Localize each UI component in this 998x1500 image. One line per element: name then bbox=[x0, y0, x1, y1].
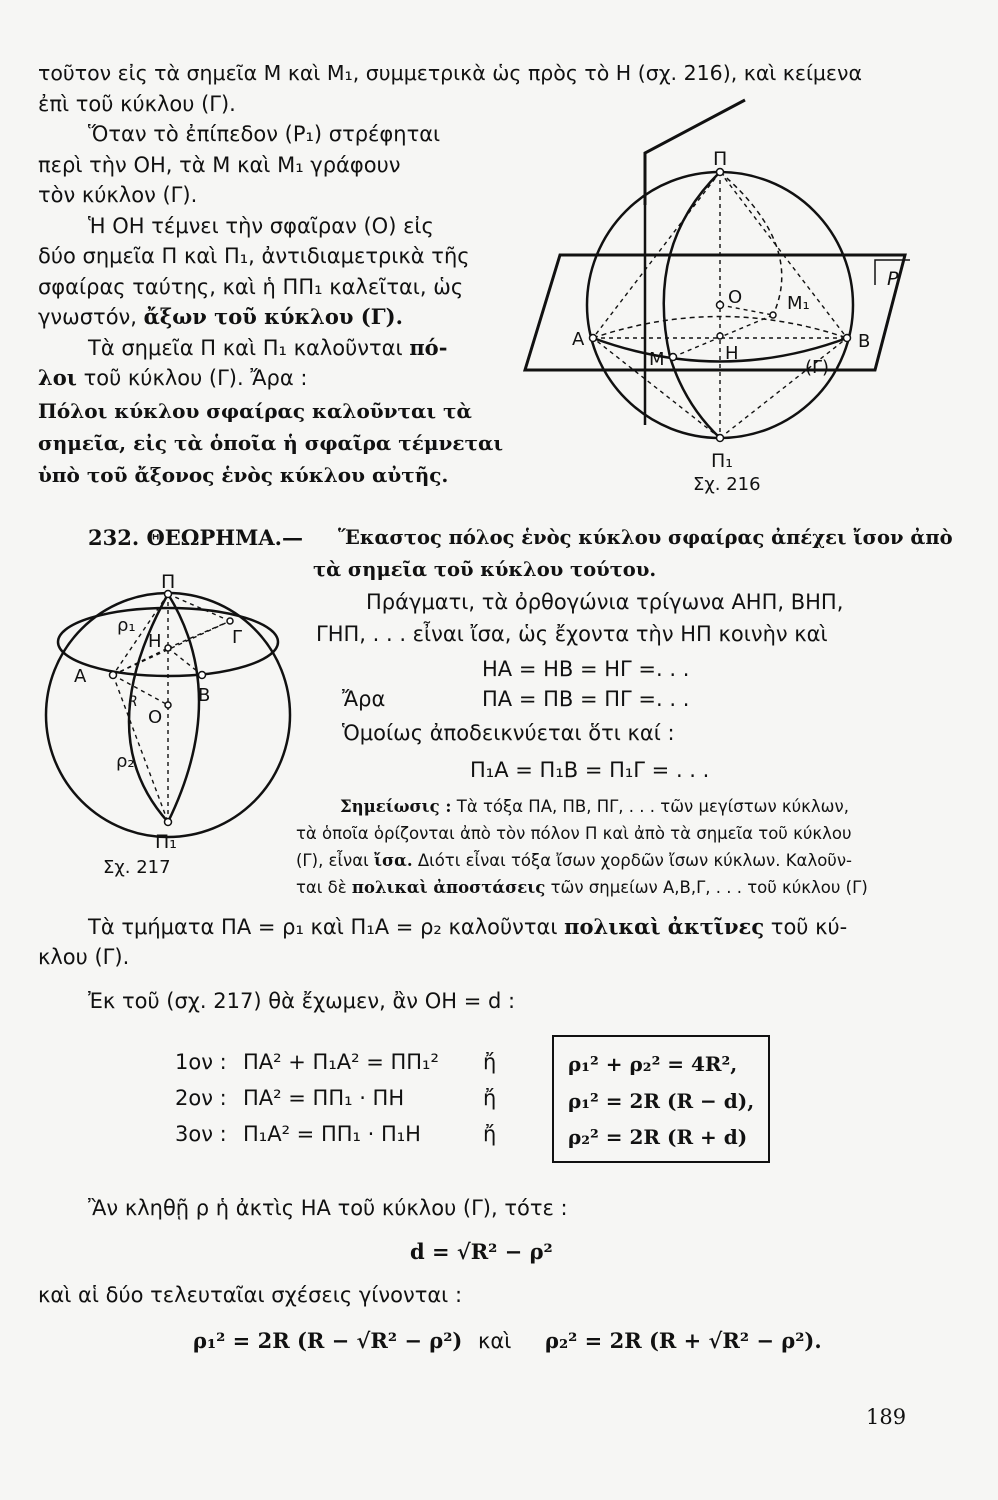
point-o bbox=[717, 302, 724, 309]
equation: ΗΑ = ΗΒ = ΗΓ =. . . bbox=[482, 657, 690, 681]
label-m: Μ bbox=[649, 349, 665, 370]
point-h bbox=[165, 645, 171, 651]
text-line: καὶ bbox=[478, 1329, 512, 1353]
final-equation: ρ₁² = 2R (R − √R² − ρ²) bbox=[193, 1328, 463, 1353]
point-g bbox=[227, 618, 233, 624]
note-line: τὰ ὁποῖα ὁρίζονται ἀπὸ τὸν πόλον Π καὶ ἀπὸ τὰ σημεῖα τοῦ κύκλου bbox=[296, 824, 852, 843]
bold-term: λοι bbox=[38, 365, 77, 390]
text-line: Ἂν κληθῇ ρ ἡ ἀκτὶς ΗΑ τοῦ κύκλου (Γ), τότε : bbox=[88, 1196, 568, 1220]
page-number: 189 bbox=[866, 1405, 907, 1429]
label-a: Α bbox=[74, 666, 87, 687]
segment-hg bbox=[168, 621, 230, 648]
text-line: τὸν κύκλον (Γ). bbox=[38, 183, 198, 207]
relation: ΠΑ² + Π₁Α² = ΠΠ₁² bbox=[243, 1050, 439, 1074]
or-word: ἤ bbox=[483, 1086, 497, 1110]
meridian-arc bbox=[664, 172, 720, 438]
relation: ΠΑ² = ΠΠ₁ · ΠΗ bbox=[243, 1086, 405, 1110]
boxed-equation: ρ₁² + ρ₂² = 4R², bbox=[568, 1052, 738, 1076]
bold-term: πό- bbox=[409, 335, 448, 360]
label-p: Π bbox=[161, 571, 176, 593]
text-line: σφαίρας ταύτης, καὶ ἡ ΠΠ₁ καλεῖται, ὡς bbox=[38, 275, 464, 299]
point-p1 bbox=[165, 819, 172, 826]
equation: ΠΑ = ΠΒ = ΠΓ =. . . bbox=[482, 687, 690, 711]
text-line: ΓΗΠ, . . . εἶναι ἴσα, ὡς ἔχοντα τὴν ΗΠ κοινὴν καὶ bbox=[316, 622, 828, 646]
figure-caption: Σχ. 216 bbox=[693, 474, 761, 495]
or-word: ἤ bbox=[483, 1122, 497, 1146]
label-rho1: ρ₁ bbox=[117, 615, 136, 636]
point-p1 bbox=[717, 435, 724, 442]
text-line: Ἡ ΟΗ τέμνει τὴν σφαῖραν (Ο) εἰς bbox=[88, 214, 434, 238]
text-line: καὶ αἱ δύο τελευταῖαι σχέσεις γίνονται : bbox=[38, 1283, 463, 1307]
label-o: Ο bbox=[148, 707, 163, 728]
relation-label: 1ον : bbox=[175, 1050, 227, 1074]
point-a bbox=[590, 335, 597, 342]
text-line: περὶ τὴν ΟΗ, τὰ Μ καὶ Μ₁ γράφουν bbox=[38, 153, 401, 177]
note-line: Σημείωσις : Τὰ τόξα ΠΑ, ΠΒ, ΠΓ, . . . τῶν μεγίστων κύκλων, bbox=[340, 797, 849, 816]
note-line: ται δὲ πολικαὶ ἀποστάσεις τῶν σημείων Α,Β,Γ, . . . τοῦ κύκλου (Γ) bbox=[296, 878, 868, 897]
chord bbox=[113, 675, 168, 822]
label-h: Η bbox=[148, 631, 162, 652]
meridian-arc bbox=[168, 594, 199, 822]
theorem-heading: 232. ΘΕΩΡΗΜΑ.— bbox=[88, 525, 303, 550]
label-r: R bbox=[128, 694, 138, 710]
figure-caption: Σχ. 217 bbox=[103, 857, 171, 878]
text-line: Ὅταν τὸ ἐπίπεδον (Ρ₁) στρέφηται bbox=[88, 122, 441, 146]
relation: Π₁Α² = ΠΠ₁ · Π₁Η bbox=[243, 1122, 421, 1146]
label-p1: Π₁ bbox=[155, 831, 177, 853]
label-p: Π bbox=[713, 148, 728, 170]
label-b: Β bbox=[198, 685, 211, 706]
text-line: γνωστόν, ἄξων τοῦ κύκλου (Γ). bbox=[38, 304, 403, 329]
theorem-statement: Ἕκαστος πόλος ἑνὸς κύκλου σφαίρας ἀπέχει ἴσον ἀπὸ bbox=[338, 526, 953, 549]
axis-plane-edge bbox=[645, 100, 745, 205]
relation-label: 3ον : bbox=[175, 1122, 227, 1146]
label-p1: Π₁ bbox=[711, 450, 733, 472]
label-a: Α bbox=[572, 329, 585, 350]
theorem-statement: τὰ σημεῖα τοῦ κύκλου τούτου. bbox=[313, 558, 657, 581]
definition-line: Πόλοι κύκλου σφαίρας καλοῦνται τὰ bbox=[38, 399, 472, 423]
point-h bbox=[717, 333, 723, 339]
or-word: ἤ bbox=[483, 1050, 497, 1074]
text-line: ἐπὶ τοῦ κύκλου (Γ). bbox=[38, 92, 236, 116]
definition-line: ὑπὸ τοῦ ἄξονος ἑνὸς κύκλου αὐτῆς. bbox=[38, 463, 449, 487]
text-line: Ὁμοίως ἀποδεικνύεται ὅτι καί : bbox=[342, 721, 675, 745]
final-equation: ρ₂² = 2R (R + √R² − ρ²). bbox=[545, 1328, 822, 1353]
point-m1 bbox=[770, 312, 776, 318]
point-b bbox=[199, 672, 206, 679]
figure-217 bbox=[40, 565, 310, 885]
text-line: Ἐκ τοῦ (σχ. 217) θὰ ἔχωμεν, ἂν ΟΗ = d : bbox=[88, 989, 516, 1013]
label-plane-p: P bbox=[887, 268, 899, 290]
figure-216 bbox=[515, 95, 955, 505]
point-a bbox=[110, 672, 117, 679]
boxed-equation: ρ₂² = 2R (R + d) bbox=[568, 1125, 748, 1149]
point-b bbox=[844, 335, 851, 342]
note-line: (Γ), εἶναι ἴσα. Διότι εἶναι τόξα ἴσων χορδῶν ἴσων κύκλων. Καλοῦν- bbox=[296, 851, 853, 870]
text-line: Τὰ τμήματα ΠΑ = ρ₁ καὶ Π₁Α = ρ₂ καλοῦνται πολικαὶ ἀκτῖνες τοῦ κύ- bbox=[88, 914, 848, 939]
text-line: δύο σημεῖα Π καὶ Π₁, ἀντιδιαμετρικὰ τῆς bbox=[38, 244, 470, 268]
label-rho2: ρ₂ bbox=[116, 751, 135, 772]
text-line: τοῦτον εἰς τὰ σημεῖα Μ καὶ Μ₁, συμμετρικὰ ὡς πρὸς τὸ Η (σχ. 216), καὶ κείμενα bbox=[38, 61, 862, 85]
equation-d: d = √R² − ρ² bbox=[410, 1239, 553, 1264]
bold-term: ἄξων τοῦ κύκλου (Γ). bbox=[143, 304, 403, 329]
bold-term: πολικαὶ ἀκτῖνες bbox=[564, 914, 765, 939]
definition-line: σημεῖα, εἰς τὰ ὁποῖα ἡ σφαῖρα τέμνεται bbox=[38, 431, 504, 455]
note-label: Σημείωσις : bbox=[340, 797, 452, 816]
text-line: Τὰ σημεῖα Π καὶ Π₁ καλοῦνται πό- bbox=[88, 335, 448, 360]
label-g: Γ bbox=[232, 627, 243, 648]
point-o bbox=[165, 702, 171, 708]
label-h: Η bbox=[725, 343, 739, 364]
boxed-equation: ρ₁² = 2R (R − d), bbox=[568, 1089, 755, 1113]
text-line: κλου (Γ). bbox=[38, 945, 130, 969]
text-line: Πράγματι, τὰ ὀρθογώνια τρίγωνα ΑΗΠ, ΒΗΠ, bbox=[366, 590, 844, 614]
label-m1: Μ₁ bbox=[787, 293, 810, 314]
equation: Π₁Α = Π₁Β = Π₁Γ = . . . bbox=[470, 758, 710, 782]
point-m bbox=[670, 354, 677, 361]
text-line: Ἄρα bbox=[342, 687, 386, 711]
label-gamma: (Γ) bbox=[805, 357, 830, 378]
label-b: Β bbox=[858, 331, 871, 352]
relation-label: 2ον : bbox=[175, 1086, 227, 1110]
radius-oa bbox=[113, 675, 168, 705]
label-o: Ο bbox=[728, 287, 743, 308]
text-line: λοι τοῦ κύκλου (Γ). Ἄρα : bbox=[38, 365, 308, 390]
